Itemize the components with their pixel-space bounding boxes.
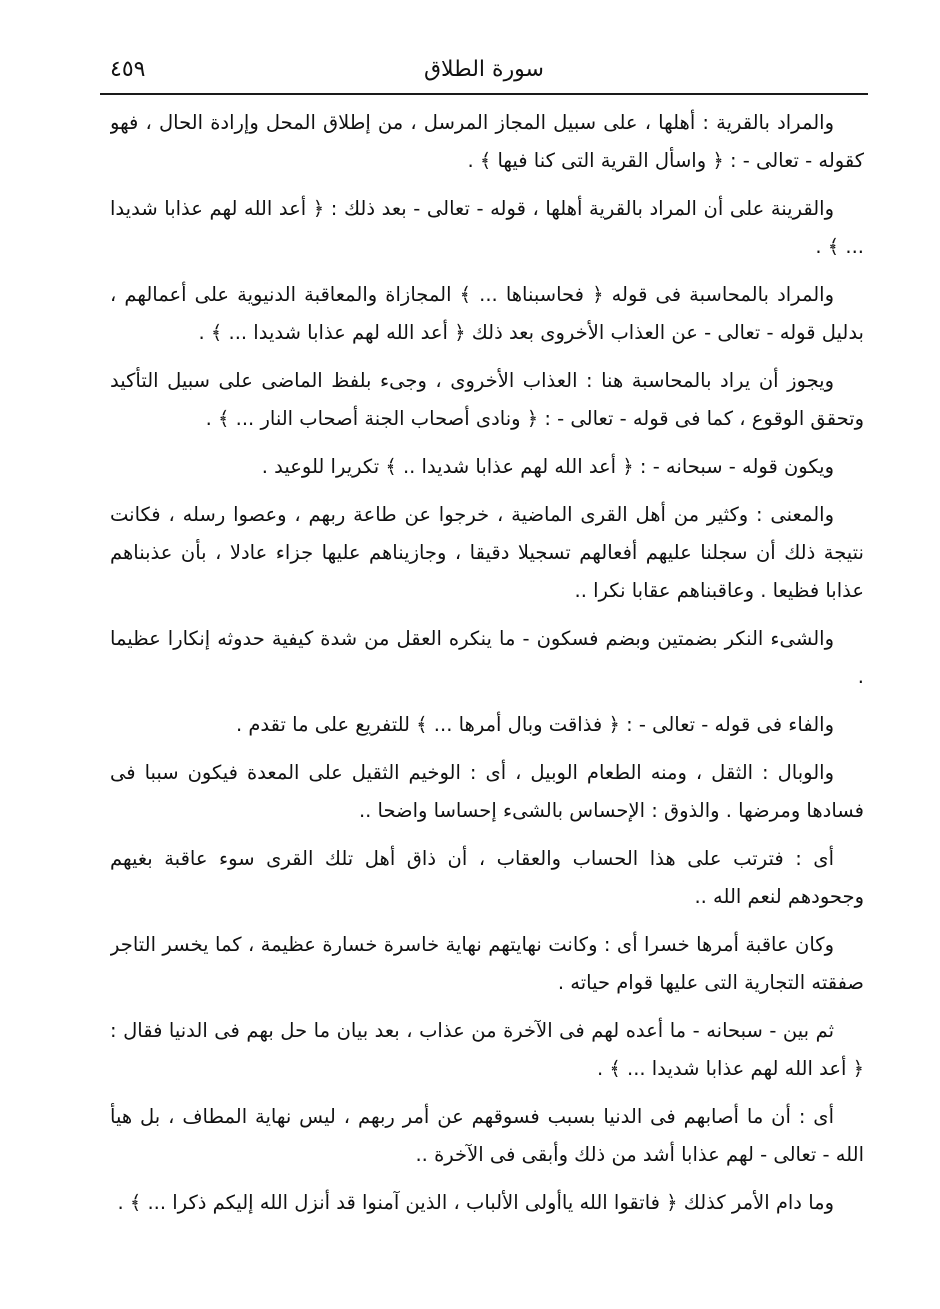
paragraph: أى : أن ما أصابهم فى الدنيا بسبب فسوقهم عن أمر ربهم ، ليس نهاية المطاف ، بل هيأ الله - تعالى - لهم عذابا أشد من ذلك وأبقى فى الآخرة .. [110,1105,864,1166]
paragraph: ثم بين - سبحانه - ما أعده لهم فى الآخرة من عذاب ، بعد بيان ما حل بهم فى الدنيا فقال : ﴿ أعد الله لهم عذابا شديدا ... ﴾ . [110,1019,864,1080]
paragraph: والمراد بالقرية : أهلها ، على سبيل المجاز المرسل ، من إطلاق المحل وإرادة الحال ، فهو كقوله - تعالى - : ﴿ واسأل القرية التى كنا فيها ﴾ . [110,111,864,172]
paragraph: والمراد بالمحاسبة فى قوله ﴿ فحاسبناها ... ﴾ المجازاة والمعاقبة الدنيوية على أعمالهم ، بدليل قوله - تعالى - عن العذاب الأخروى بعد ذلك ﴿ أعد الله لهم عذابا شديدا ... ﴾ . [110,283,864,344]
paragraph: وما دام الأمر كذلك ﴿ فاتقوا الله ياأولى الألباب ، الذين آمنوا قد أنزل الله إليكم ذكرا ... ﴾ . [117,1191,834,1214]
page-number: ٤٥٩ [110,57,146,82]
paragraph: والقرينة على أن المراد بالقرية أهلها ، قوله - تعالى - بعد ذلك : ﴿ أعد الله لهم عذابا شديدا ... ﴾ . [110,197,864,258]
paragraph: والمعنى : وكثير من أهل القرى الماضية ، خرجوا عن طاعة ربهم ، وعصوا رسله ، فكانت نتيجة ذلك أن سجلنا عليهم أفعالهم تسجيلا دقيقا ، وجازيناهم عليها جزاء عادلا ، بأن عذبناهم عذابا فظيعا . وعاقبناهم عقابا نكرا .. [110,503,864,602]
paragraph: ويجوز أن يراد بالمحاسبة هنا : العذاب الأخروى ، وجىء بلفظ الماضى على سبيل التأكيد وتحقق الوقوع ، كما فى قوله - تعالى - : ﴿ ونادى أصحاب الجنة أصحاب النار ... ﴾ . [110,369,864,430]
paragraph: ويكون قوله - سبحانه - : ﴿ أعد الله لهم عذابا شديدا .. ﴾ تكريرا للوعيد . [261,455,834,478]
header-rule [100,93,868,95]
paragraph: والشىء النكر بضمتين وبضم فسكون - ما ينكره العقل من شدة كيفية حدوثه إنكارا عظيما . [110,627,864,688]
running-title: سورة الطلاق [423,57,544,82]
page-header [100,54,868,86]
paragraph: والوبال : الثقل ، ومنه الطعام الوبيل ، أى : الوخيم الثقيل على المعدة فيكون سببا فى فسادها ومرضها . والذوق : الإحساس بالشىء إحساسا واضحا .. [110,761,864,822]
paragraph: والفاء فى قوله - تعالى - : ﴿ فذاقت وبال أمرها ... ﴾ للتفريع على ما تقدم . [235,713,834,736]
paragraph: أى : فترتب على هذا الحساب والعقاب ، أن ذاق أهل تلك القرى سوء عاقبة بغيهم وجحودهم لنعم الله .. [110,847,864,908]
paragraph: وكان عاقبة أمرها خسرا أى : وكانت نهايتهم نهاية خاسرة خسارة عظيمة ، كما يخسر التاجر صفقته التجارية التى عليها قوام حياته . [110,933,864,994]
body-text [110,104,864,1294]
